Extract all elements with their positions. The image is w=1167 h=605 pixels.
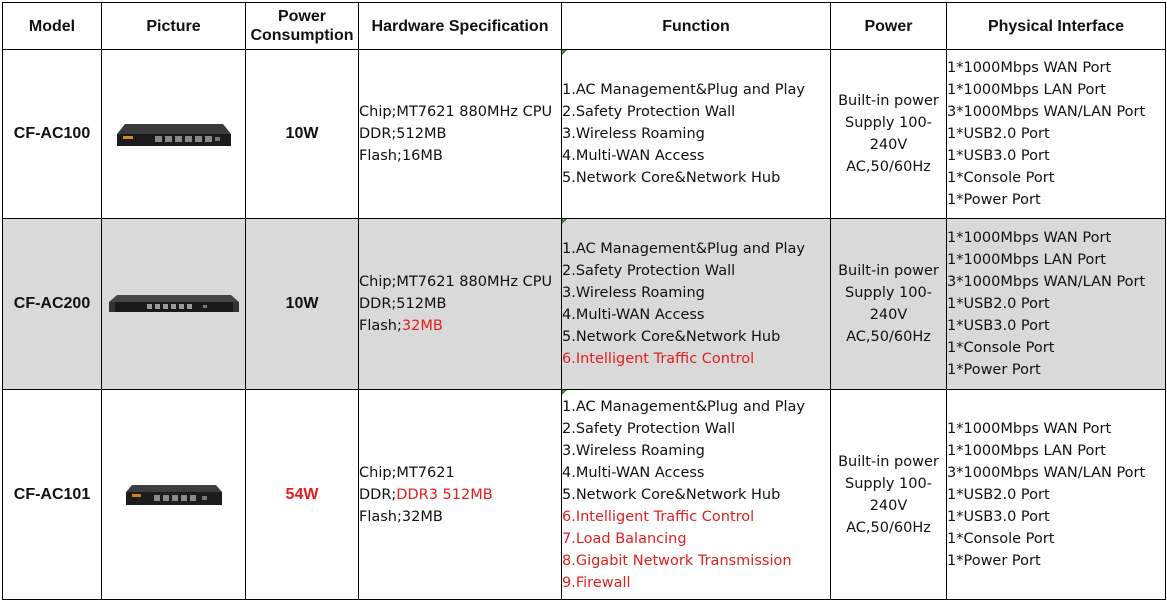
function-item: 1.AC Management&Plug and Play <box>562 82 805 98</box>
function-item-new: 6.Intelligent Traffic Control <box>562 508 755 525</box>
power-consumption-cell: 10W <box>246 50 359 219</box>
interface-item: 1*1000Mbps WAN Port <box>947 230 1112 246</box>
table-row-cf-ac101 <box>3 390 1166 600</box>
product-spec-table <box>2 2 1166 600</box>
function-item: 5.Network Core&Network Hub <box>562 329 781 345</box>
power-line: Built-in power <box>838 453 939 470</box>
power-line: AC,50/60Hz <box>846 329 931 345</box>
power-cell <box>831 219 947 390</box>
desktop-device-icon <box>124 482 224 508</box>
header-power-consumption <box>246 3 359 50</box>
interface-item: 1*Power Port <box>947 192 1041 208</box>
interface-item: 3*1000Mbps WAN/LAN Port <box>947 464 1146 481</box>
power-cell <box>831 390 947 600</box>
router-device-icon <box>115 120 233 148</box>
hw-chip: Chip;MT7621 <box>359 464 455 481</box>
hw-flash-value: 32MB <box>401 508 443 525</box>
function-cell <box>562 50 831 219</box>
power-line: Built-in power <box>838 93 939 109</box>
hardware-cell <box>359 390 562 600</box>
interface-item: 1*1000Mbps WAN Port <box>947 420 1112 437</box>
header-power-consumption-line1: Power <box>277 8 326 25</box>
function-item: 4.Multi-WAN Access <box>562 307 705 323</box>
function-item: 2.Safety Protection Wall <box>562 420 736 437</box>
header-function: Function <box>562 3 831 50</box>
interface-item: 1*Console Port <box>947 340 1055 356</box>
function-item-new: 8.Gigabit Network Transmission <box>562 552 792 569</box>
function-item: 1.AC Management&Plug and Play <box>562 241 805 257</box>
interface-item: 1*Power Port <box>947 552 1041 569</box>
power-line: Built-in power <box>838 263 939 279</box>
function-item: 1.AC Management&Plug and Play <box>562 398 805 415</box>
interface-item: 3*1000Mbps WAN/LAN Port <box>947 274 1146 290</box>
power-line: 240V <box>869 307 908 323</box>
hw-chip: Chip;MT7621 880MHz CPU <box>359 274 553 290</box>
header-power-consumption-line2: Consumption <box>250 27 354 44</box>
function-item: 3.Wireless Roaming <box>562 442 705 459</box>
power-line: Supply 100- <box>845 285 932 301</box>
power-line: Supply 100- <box>845 115 932 131</box>
picture-cell <box>102 390 246 600</box>
function-item-new: 9.Firewall <box>562 574 631 591</box>
rackmount-device-icon <box>107 292 241 316</box>
interface-cell <box>947 219 1166 390</box>
interface-item: 1*1000Mbps LAN Port <box>947 82 1106 98</box>
hw-flash <box>359 506 561 528</box>
table-row-cf-ac100 <box>3 50 1166 219</box>
interface-item: 1*1000Mbps WAN Port <box>947 60 1112 76</box>
hardware-cell <box>359 219 562 390</box>
hw-ddr <box>359 484 561 506</box>
hw-ddr-label: DDR; <box>359 486 397 503</box>
model-cell: CF-AC200 <box>3 219 102 390</box>
interface-cell <box>947 390 1166 600</box>
hardware-cell <box>359 50 562 219</box>
function-item: 2.Safety Protection Wall <box>562 104 736 120</box>
hw-ddr: DDR;512MB <box>359 296 447 312</box>
hw-flash-label: Flash; <box>359 508 402 525</box>
interface-item: 1*USB2.0 Port <box>947 486 1050 503</box>
power-cell <box>831 50 947 219</box>
hw-ddr-value: DDR3 512MB <box>396 486 493 503</box>
function-item: 5.Network Core&Network Hub <box>562 170 781 186</box>
interface-item: 3*1000Mbps WAN/LAN Port <box>947 104 1146 120</box>
function-cell <box>562 390 831 600</box>
header-hardware: Hardware Specification <box>359 3 562 50</box>
function-item-new: 6.Intelligent Traffic Control <box>562 351 755 367</box>
power-line: Supply 100- <box>845 475 932 492</box>
power-consumption-cell: 54W <box>246 390 359 600</box>
hw-flash-label: Flash; <box>359 148 402 164</box>
hw-ddr: DDR;512MB <box>359 126 447 142</box>
header-row <box>3 3 1166 50</box>
interface-item: 1*USB3.0 Port <box>947 508 1050 525</box>
power-line: AC,50/60Hz <box>846 519 931 536</box>
model-cell: CF-AC101 <box>3 390 102 600</box>
function-item: 4.Multi-WAN Access <box>562 148 705 164</box>
power-line: 240V <box>869 137 908 153</box>
interface-item: 1*USB3.0 Port <box>947 148 1050 164</box>
picture-cell <box>102 50 246 219</box>
power-consumption-cell: 10W <box>246 219 359 390</box>
interface-item: 1*1000Mbps LAN Port <box>947 442 1106 459</box>
interface-item: 1*1000Mbps LAN Port <box>947 252 1106 268</box>
header-power: Power <box>831 3 947 50</box>
header-interface: Physical Interface <box>947 3 1166 50</box>
interface-item: 1*USB2.0 Port <box>947 126 1050 142</box>
interface-cell <box>947 50 1166 219</box>
hw-flash-value: 16MB <box>401 148 443 164</box>
header-model: Model <box>3 3 102 50</box>
function-item: 3.Wireless Roaming <box>562 126 705 142</box>
interface-item: 1*USB2.0 Port <box>947 296 1050 312</box>
interface-item: 1*USB3.0 Port <box>947 318 1050 334</box>
table-row-cf-ac200 <box>3 219 1166 390</box>
header-picture: Picture <box>102 3 246 50</box>
function-item: 5.Network Core&Network Hub <box>562 486 781 503</box>
function-cell <box>562 219 831 390</box>
interface-item: 1*Power Port <box>947 362 1041 378</box>
interface-item: 1*Console Port <box>947 170 1055 186</box>
model-cell: CF-AC100 <box>3 50 102 219</box>
function-item: 3.Wireless Roaming <box>562 285 705 301</box>
hw-flash <box>359 145 561 167</box>
power-line: 240V <box>869 497 908 514</box>
hw-chip: Chip;MT7621 880MHz CPU <box>359 104 553 120</box>
interface-item: 1*Console Port <box>947 530 1055 547</box>
hw-flash-label: Flash; <box>359 318 402 334</box>
hw-flash <box>359 315 561 337</box>
function-item-new: 7.Load Balancing <box>562 530 687 547</box>
picture-cell <box>102 219 246 390</box>
hw-flash-value: 32MB <box>401 318 443 334</box>
function-item: 2.Safety Protection Wall <box>562 263 736 279</box>
power-line: AC,50/60Hz <box>846 159 931 175</box>
function-item: 4.Multi-WAN Access <box>562 464 705 481</box>
